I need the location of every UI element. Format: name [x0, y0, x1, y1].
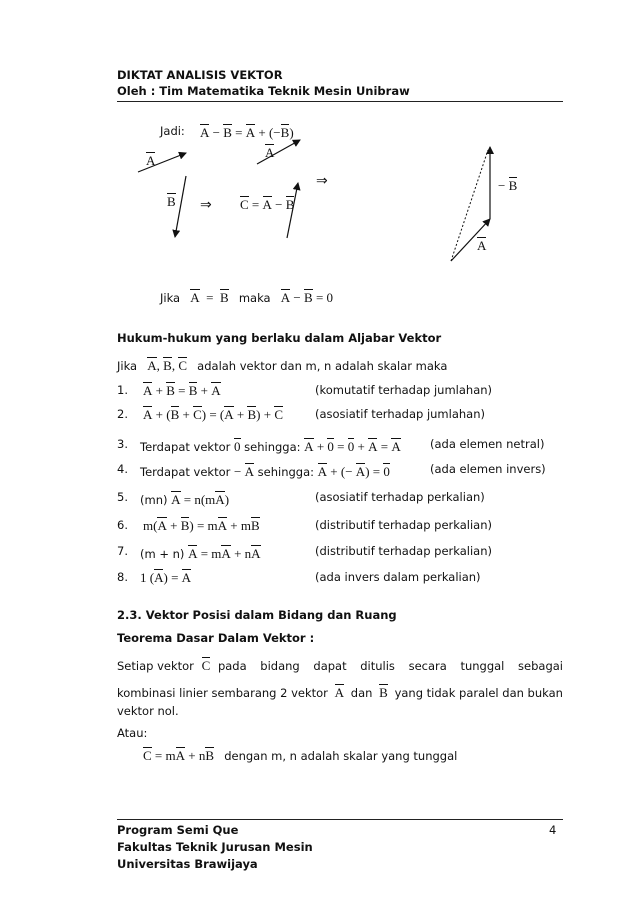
law-7-desc: (distributif terhadap perkalian) — [315, 544, 492, 558]
law-8-formula: 1 (A) = A — [140, 570, 192, 585]
law-1-desc: (komutatif terhadap jumlahan) — [315, 383, 493, 397]
implies-arrow-2: ⇒ — [316, 174, 328, 189]
law-4-formula: Terdapat vektor − A sehingga: A + (− A) = 0 — [140, 464, 390, 479]
law-2-desc: (asosiatif terhadap jumlahan) — [315, 407, 485, 421]
theorem-heading: Teorema Dasar Dalam Vektor : — [117, 631, 315, 645]
basis-formula: C = mA + nB dengan m, n adalah skalar yang tunggal — [143, 748, 458, 763]
jadi-label: Jadi: — [160, 124, 185, 138]
law-5-desc: (asosiatif terhadap perkalian) — [315, 490, 485, 504]
law-8-number: 8. — [117, 570, 128, 584]
law-4-desc: (ada elemen invers) — [430, 462, 546, 476]
footer-rule — [117, 819, 563, 820]
hukum-heading: Hukum-hukum yang berlaku dalam Aljabar Vektor — [117, 331, 442, 345]
right-a-label: A — [477, 238, 487, 253]
jika-statement: Jika A = B maka A − B = 0 — [160, 290, 334, 305]
law-3-desc: (ada elemen netral) — [430, 437, 545, 451]
law-6-formula: m(A + B) = mA + mB — [143, 518, 260, 533]
footer-faculty: Fakultas Teknik Jurusan Mesin — [117, 840, 313, 854]
left-vector-b-arrow — [175, 176, 186, 237]
paragraph-line-2: kombinasi linier sembarang 2 vektor A dan B yang tidak paralel dan bukan — [117, 685, 563, 700]
section-heading: 2.3. Vektor Posisi dalam Bidang dan Ruang — [117, 608, 397, 622]
page-number: 4 — [549, 823, 557, 837]
law-4-number: 4. — [117, 462, 128, 476]
law-3-number: 3. — [117, 437, 128, 451]
jadi-equation: A − B = A + (−B) — [200, 125, 294, 140]
law-7-formula: (m + n) A = mA + nA — [140, 546, 261, 561]
mid-vector-a-arrow — [257, 140, 300, 164]
law-3-formula: Terdapat vektor 0 sehingga: A + 0 = 0 + A = A — [140, 439, 401, 454]
footer-university: Universitas Brawijaya — [117, 857, 258, 871]
mid-a-label: A — [265, 145, 275, 160]
atau-label: Atau: — [117, 726, 148, 740]
law-6-number: 6. — [117, 518, 128, 532]
paragraph-line-3: vektor nol. — [117, 704, 179, 718]
law-1-number: 1. — [117, 383, 128, 397]
right-neg-b-label: − B — [498, 178, 518, 193]
law-6-desc: (distributif terhadap perkalian) — [315, 518, 492, 532]
law-7-number: 7. — [117, 544, 128, 558]
law-2-number: 2. — [117, 407, 128, 421]
left-a-label: A — [146, 153, 156, 168]
mid-c-equation: C = A − B — [240, 197, 295, 212]
paragraph-line-1: Setiap vektor C pada bidang dapat ditulis secara tunggal sebagai — [117, 658, 563, 673]
footer-program: Program Semi Que — [117, 823, 239, 837]
implies-arrow-1: ⇒ — [200, 198, 212, 213]
law-5-formula: (mn) A = n(mA) — [140, 492, 230, 507]
law-2-formula: A + (B + C) = (A + B) + C — [143, 407, 283, 422]
law-8-desc: (ada invers dalam perkalian) — [315, 570, 481, 584]
header-title: DIKTAT ANALISIS VEKTOR — [117, 68, 283, 82]
law-1-formula: A + B = B + A — [143, 383, 221, 398]
hukum-intro: Jika A, B, C adalah vektor dan m, n adalah skalar maka — [117, 358, 448, 373]
law-5-number: 5. — [117, 490, 128, 504]
left-b-label: B — [167, 194, 176, 209]
header-subtitle: Oleh : Tim Matematika Teknik Mesin Unibraw — [117, 84, 410, 98]
